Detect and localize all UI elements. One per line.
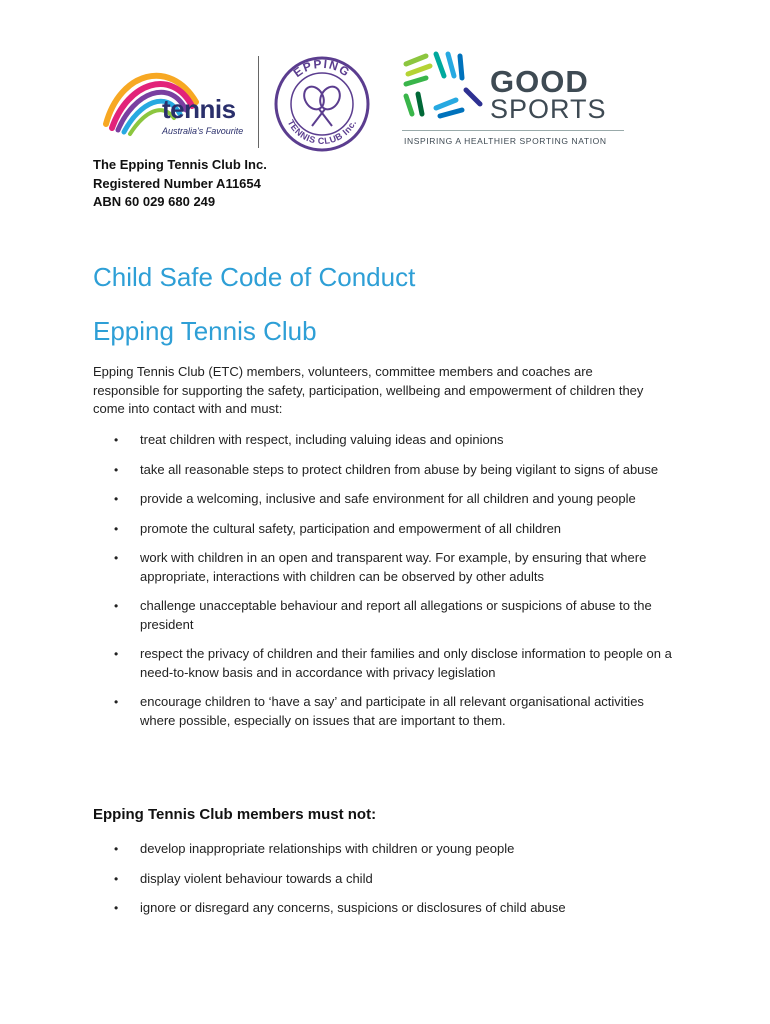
tennis-wordmark: tennis — [162, 94, 236, 124]
intro-paragraph: Epping Tennis Club (ETC) members, volunteers, committee members and coaches are responsible for supporting the safety, participation, wellbeing and empowerment of children they come into contact with and must: — [93, 364, 644, 416]
must-not-heading: Epping Tennis Club members must not: — [93, 806, 377, 823]
bullet-icon: • — [114, 521, 119, 536]
good-sports-logo — [400, 50, 660, 150]
document-title: Child Safe Code of Conduct — [93, 262, 416, 292]
list-item — [114, 549, 674, 586]
list-item-text: ignore or disregard any concerns, suspicions or disclosures of child abuse — [140, 900, 566, 915]
club-seal-icon — [272, 54, 372, 154]
list-item-text: display violent behaviour towards a child — [140, 870, 373, 886]
good-sports-leaves-icon — [400, 50, 490, 120]
org-abn: ABN 60 029 680 249 — [93, 194, 216, 209]
bullet-icon: • — [114, 901, 119, 915]
bullet-icon: • — [114, 871, 119, 886]
bullet-icon: • — [114, 599, 119, 613]
header-logos — [100, 48, 660, 158]
list-item — [114, 431, 674, 450]
logo-divider — [258, 56, 259, 148]
bullet-icon: • — [114, 462, 119, 477]
list-item — [114, 870, 674, 889]
good-sports-tagline: INSPIRING A HEALTHIER SPORTING NATION — [404, 136, 607, 146]
bullet-icon: • — [114, 695, 119, 709]
list-item-text: encourage children to ‘have a say’ and participate in all relevant organisational activities where possible, especially on issues that are important to them. — [140, 694, 644, 728]
list-item — [114, 490, 674, 509]
list-item-text: work with children in an open and transparent way. For example, by ensuring that where appropriate, interactions with children can be observed by other adults — [140, 550, 647, 584]
list-item-text: develop inappropriate relationships with children or young people — [140, 841, 515, 856]
list-item — [114, 840, 674, 859]
epping-tennis-club-seal — [272, 54, 372, 154]
list-item — [114, 693, 674, 730]
club-seal-top-text: EPPING — [290, 56, 354, 81]
list-item — [114, 899, 674, 918]
good-sports-word-good: GOOD — [490, 64, 589, 99]
list-item — [114, 461, 674, 480]
org-registered-number: Registered Number A11654 — [93, 175, 261, 191]
list-item — [114, 520, 674, 539]
must-list — [114, 431, 674, 741]
bullet-icon: • — [114, 492, 119, 506]
bullet-icon: • — [114, 842, 119, 856]
good-sports-word-sports: SPORTS — [490, 94, 607, 124]
tennis-tagline: Australia's Favourite — [162, 126, 244, 136]
must-not-list — [114, 840, 674, 929]
list-item — [114, 597, 674, 634]
tennis-australia-logo — [100, 62, 250, 142]
list-item-text: challenge unacceptable behaviour and report all allegations or suspicions of abuse to the president — [140, 598, 652, 632]
good-sports-rule — [402, 130, 624, 131]
list-item-text: respect the privacy of children and their families and only disclose information to people on a need-to-know basis and in accordance with privacy legislation — [140, 646, 672, 680]
org-name: The Epping Tennis Club Inc. — [93, 157, 267, 172]
bullet-icon: • — [114, 647, 119, 661]
list-item-text: treat children with respect, including valuing ideas and opinions — [140, 432, 504, 447]
organisation-details — [93, 156, 267, 212]
list-item-text: provide a welcoming, inclusive and safe environment for all children and young people — [140, 491, 636, 506]
document-subtitle: Epping Tennis Club — [93, 316, 317, 346]
list-item — [114, 645, 674, 682]
list-item-text: take all reasonable steps to protect children from abuse by being vigilant to signs of abuse — [140, 461, 659, 477]
bullet-icon: • — [114, 433, 119, 447]
club-seal-bottom-text: TENNIS CLUB Inc. — [285, 117, 359, 147]
list-item-text: promote the cultural safety, participation and empowerment of all children — [140, 520, 562, 536]
bullet-icon: • — [114, 551, 119, 565]
